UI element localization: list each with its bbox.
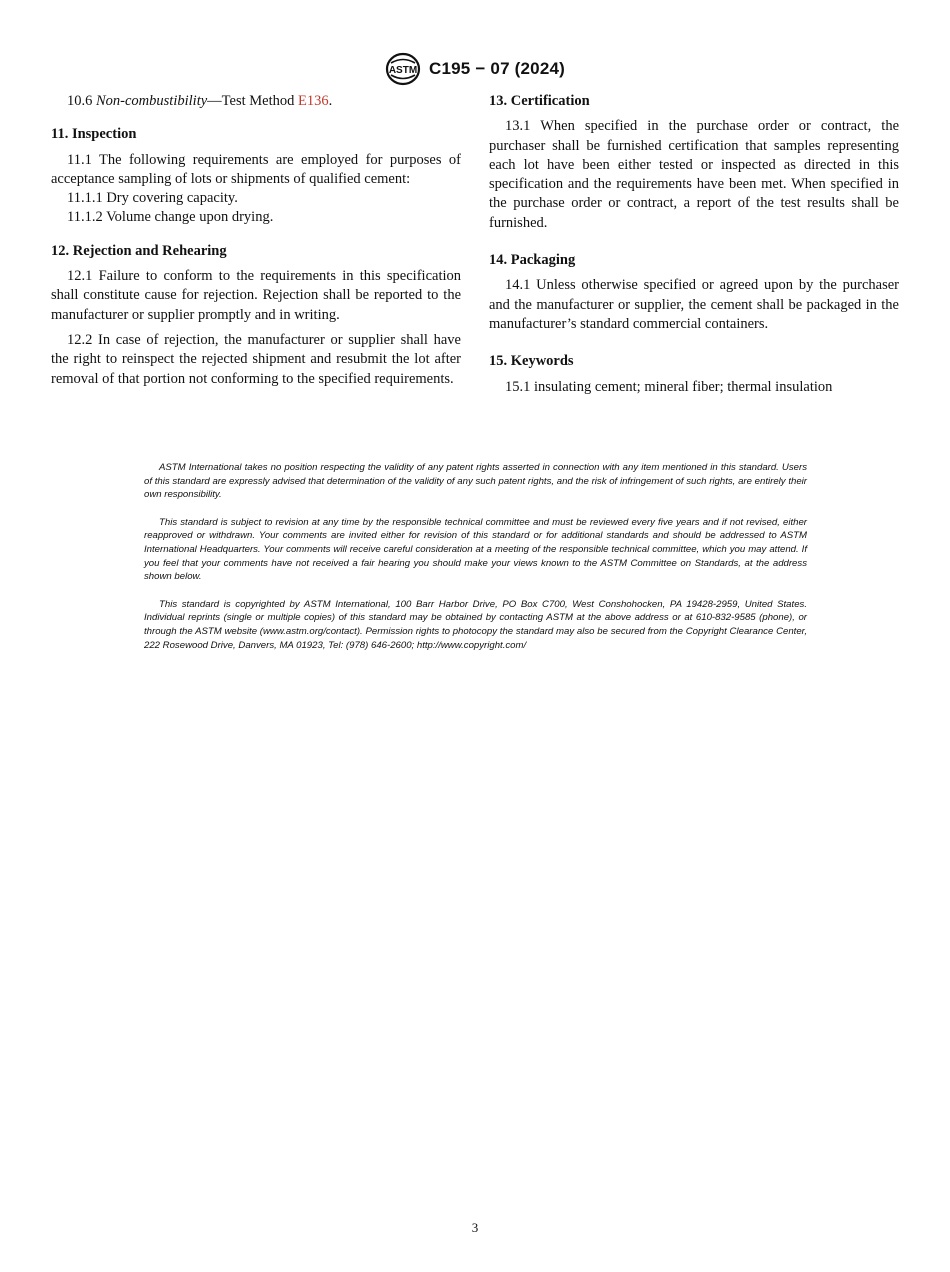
section-15-heading: 15. Keywords [489, 353, 574, 370]
patent-notice: ASTM International takes no position respecting the validity of any patent rights asserted in connection with any item mentioned in this standard. Users of this standard are expressly advised that determination of the validity of any such patent rights, and the risk of infringement of such rights, are entirely their own responsibility. [144, 462, 807, 501]
paragraph-10-6: 10.6 Non-combustibility—Test Method E136. [67, 93, 333, 109]
section-14-heading: 14. Packaging [489, 252, 576, 269]
section-13-heading: 13. Certification [489, 93, 590, 109]
left-column [51, 92, 461, 395]
paragraph-11-1: 11.1 The following requirements are employed for purposes of acceptance sampling of lots or shipments of qualified cement: [51, 151, 461, 187]
non-combustibility-title: Non-combustibility [96, 93, 208, 109]
paragraph-12-1: 12.1 Failure to conform to the requirements in this specification shall constitute cause for rejection. Rejection shall be reported to the manufacturer or supplier promptly and in writing. [51, 268, 461, 323]
right-column [489, 92, 899, 403]
revision-notice: This standard is subject to revision at any time by the responsible technical committee and must be reviewed every five years and if not revised, either reapproved or withdrawn. Your comments are invited either for revision of this standard or for additional standards and should be addressed to ASTM International Headquarters. Your comments will receive careful consideration at a meeting of the responsible technical committee, which you may attend. If you feel that your comments have not received a fair hearing you should make your views known to the ASTM Committee on Standards, at the address shown below. [144, 516, 807, 583]
section-12-heading: 12. Rejection and Rehearing [51, 242, 227, 259]
svg-text:ASTM: ASTM [388, 65, 418, 76]
paragraph-11-1-1: 11.1.1 Dry covering capacity. [67, 190, 238, 207]
page-header [0, 52, 950, 86]
paragraph-12-2: 12.2 In case of rejection, the manufacturer or supplier shall have the right to reinspect the rejected shipment and resubmit the lot after removal of that portion not conforming to the specified requirements. [51, 331, 461, 387]
paragraph-11-1-2: 11.1.2 Volume change upon drying. [67, 209, 274, 226]
page-number: 3 [471, 1220, 479, 1235]
copyright-notice: This standard is copyrighted by ASTM International, 100 Barr Harbor Drive, PO Box C700, West Conshohocken, PA 19428-2959, United States. Individual reprints (single or multiple copies) of this standard may be obtained by contacting ASTM at the above address or at 610-832-9585 (phone), or through the ASTM website (www.astm.org/contact). Permission rights to photocopy the standard may also be secured from the Copyright Clearance Center, 222 Rosewood Drive, Danvers, MA 01923, Tel: (978) 646-2600; http://www.copyright.com/ [144, 598, 807, 651]
legal-notices [144, 461, 807, 666]
paragraph-15-1: 15.1 insulating cement; mineral fiber; thermal insulation [505, 378, 833, 395]
paragraph-13-1: 13.1 When specified in the purchase order or contract, the purchaser shall be furnished certification that samples representing each lot have been either tested or inspected as directed in this specification and the requirements have been met. When specified in the purchase order or contract, a report of the test results shall be furnished. [489, 118, 899, 231]
paragraph-14-1: 14.1 Unless otherwise specified or agreed upon by the purchaser and the manufacturer or supplier, the cement shall be packaged in the manufacturer’s standard commercial containers. [489, 277, 899, 332]
astm-logo-icon [385, 52, 421, 86]
standard-designation: C195 − 07 (2024) [429, 59, 565, 78]
link-e136[interactable]: E136 [297, 93, 329, 109]
section-11-heading: 11. Inspection [51, 126, 137, 143]
